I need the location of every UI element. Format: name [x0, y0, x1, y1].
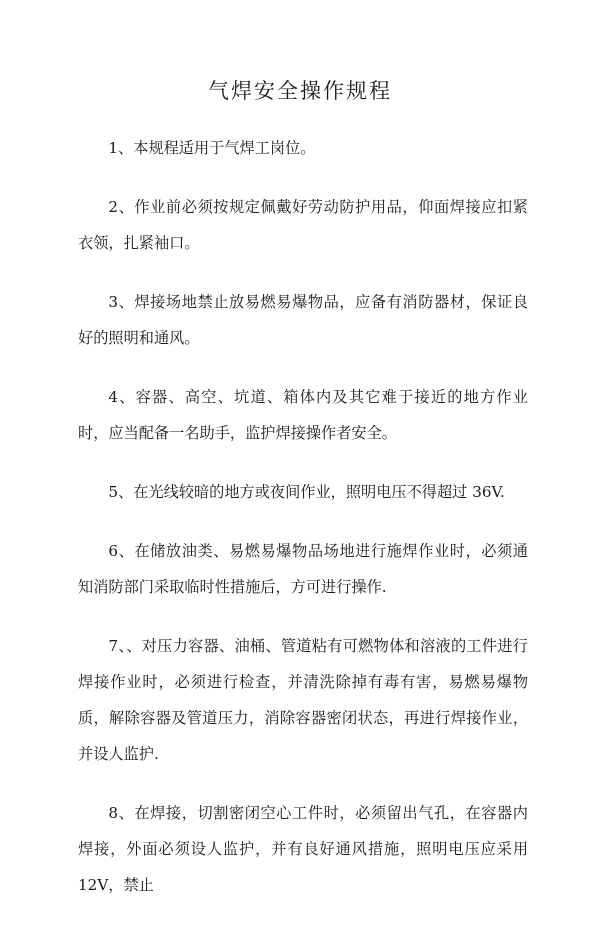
clause-8: 8、在焊接，切割密闭空心工件时，必须留出气孔，在容器内焊接，外面必须设人监护，并有良好通风措施，照明电压应采用 12V，禁止	[78, 804, 528, 894]
clause-3: 3、焊接场地禁止放易燃易爆物品，应备有消防器材，保证良好的照明和通风。	[78, 293, 528, 347]
clause-list	[78, 130, 528, 926]
clause-7: 7、、对压力容器、油桶、管道粘有可燃物体和溶液的工件进行焊接作业时，必须进行检查，并清洗除掉有毒有害，易燃易爆物质，解除容器及管道压力，消除容器密闭状态，再进行焊接作业，并设人监护.	[78, 637, 528, 763]
clause-6: 6、在储放油类、易燃易爆物品场地进行施焊作业时，必须通知消防部门采取临时性措施后，方可进行操作.	[78, 542, 528, 596]
clause-5: 5、在光线较暗的地方或夜间作业，照明电压不得超过 36V.	[108, 483, 505, 501]
clause-2: 2、作业前必须按规定佩戴好劳动防护用品，仰面焊接应扣紧衣领，扎紧袖口。	[78, 198, 528, 252]
clause-4: 4、容器、高空、坑道、箱体内及其它难于接近的地方作业时，应当配备一名助手，监护焊接操作者安全。	[78, 388, 528, 442]
clause-1: 1、本规程适用于气焊工岗位。	[108, 139, 316, 157]
page-title: 气焊安全操作规程	[208, 79, 392, 103]
